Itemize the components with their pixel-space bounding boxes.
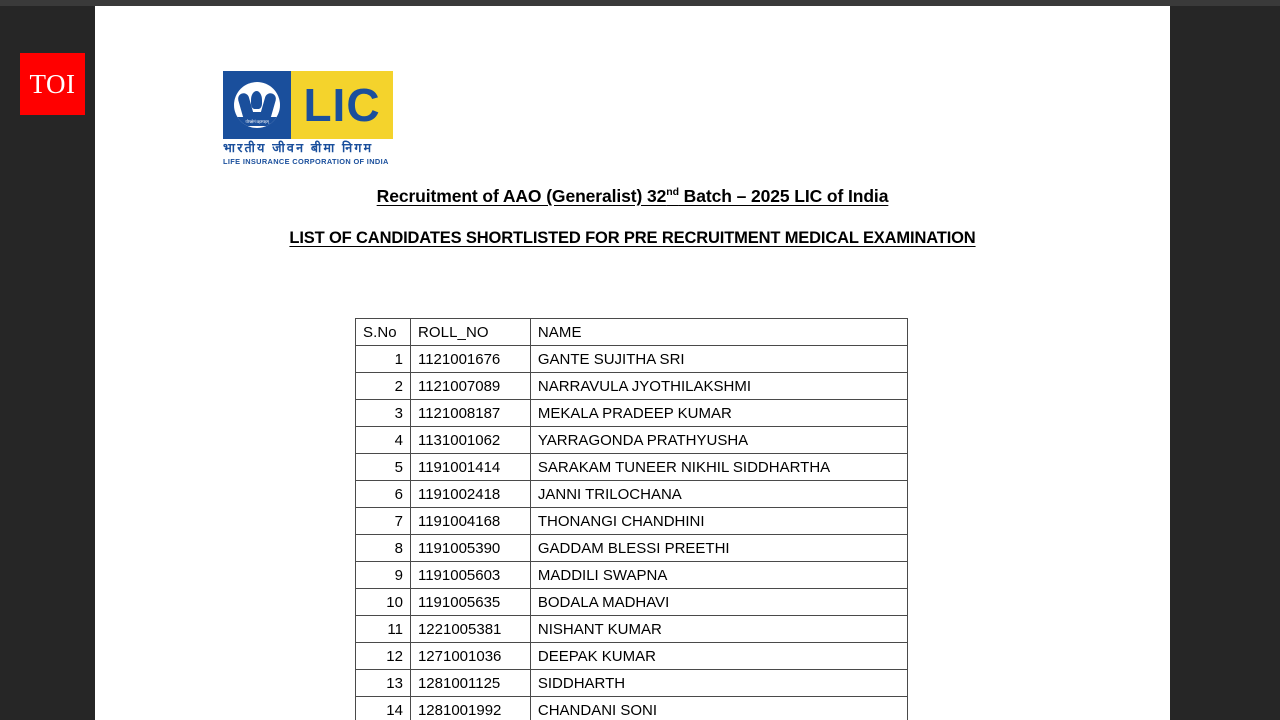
table-row xyxy=(356,373,908,400)
cell-roll-no: 1121001676 xyxy=(410,346,530,373)
cell-roll-no: 1191005635 xyxy=(410,589,530,616)
cell-name: SIDDHARTH xyxy=(530,670,907,697)
cell-sno: 1 xyxy=(356,346,411,373)
cell-sno: 4 xyxy=(356,427,411,454)
table-header-row xyxy=(356,319,908,346)
table-row xyxy=(356,427,908,454)
cell-sno: 7 xyxy=(356,508,411,535)
cell-roll-no: 1191002418 xyxy=(410,481,530,508)
column-header-sno: S.No xyxy=(356,319,411,346)
cell-name: MEKALA PRADEEP KUMAR xyxy=(530,400,907,427)
cell-name: JANNI TRILOCHANA xyxy=(530,481,907,508)
table-row xyxy=(356,643,908,670)
cell-roll-no: 1221005381 xyxy=(410,616,530,643)
table-row xyxy=(356,616,908,643)
document-title-part-1: Recruitment of AAO (Generalist) 32 xyxy=(376,186,667,206)
cell-sno: 12 xyxy=(356,643,411,670)
cell-sno: 9 xyxy=(356,562,411,589)
cell-name: MADDILI SWAPNA xyxy=(530,562,907,589)
cell-roll-no: 1271001036 xyxy=(410,643,530,670)
table-header xyxy=(356,319,908,346)
toi-logo-text: TOI xyxy=(29,68,76,99)
cell-roll-no: 1281001992 xyxy=(410,697,530,720)
table-row xyxy=(356,400,908,427)
cell-name: DEEPAK KUMAR xyxy=(530,643,907,670)
lic-wordmark-panel xyxy=(291,71,393,139)
cell-name: CHANDANI SONI xyxy=(530,697,907,720)
lic-hindi-name: भारतीय जीवन बीमा निगम xyxy=(223,141,374,155)
table-row xyxy=(356,346,908,373)
toi-watermark-logo xyxy=(20,53,85,115)
cell-roll-no: 1191005603 xyxy=(410,562,530,589)
cell-roll-no: 1191005390 xyxy=(410,535,530,562)
lic-logo xyxy=(223,71,393,166)
table-row xyxy=(356,481,908,508)
document-title-part-2: Batch – 2025 LIC of India xyxy=(678,186,889,206)
cell-roll-no: 1121008187 xyxy=(410,400,530,427)
table-row xyxy=(356,589,908,616)
shortlisted-candidates-table xyxy=(355,318,908,720)
cell-name: NARRAVULA JYOTHILAKSHMI xyxy=(530,373,907,400)
cell-sno: 11 xyxy=(356,616,411,643)
table-row xyxy=(356,562,908,589)
document-page xyxy=(95,6,1170,720)
table-row xyxy=(356,697,908,720)
table-row xyxy=(356,535,908,562)
cell-roll-no: 1191004168 xyxy=(410,508,530,535)
cell-name: SARAKAM TUNEER NIKHIL SIDDHARTHA xyxy=(530,454,907,481)
table-row xyxy=(356,508,908,535)
cell-sno: 5 xyxy=(356,454,411,481)
cell-sno: 13 xyxy=(356,670,411,697)
document-title-superscript: nd xyxy=(666,186,679,199)
document-title xyxy=(95,186,1170,207)
document-subtitle: LIST OF CANDIDATES SHORTLISTED FOR PRE RECRUITMENT MEDICAL EXAMINATION xyxy=(289,229,976,247)
cell-sno: 14 xyxy=(356,697,411,720)
cell-sno: 10 xyxy=(356,589,411,616)
lic-logo-mark xyxy=(223,71,393,139)
cell-sno: 2 xyxy=(356,373,411,400)
lic-emblem-motto: योगक्षेमं वहाम्यहम् xyxy=(234,117,280,126)
cell-sno: 8 xyxy=(356,535,411,562)
cell-name: GANTE SUJITHA SRI xyxy=(530,346,907,373)
cell-roll-no: 1281001125 xyxy=(410,670,530,697)
table-row xyxy=(356,670,908,697)
cell-name: BODALA MADHAVI xyxy=(530,589,907,616)
lic-hands-lamp-icon xyxy=(234,82,280,128)
table-row xyxy=(356,454,908,481)
cell-name: NISHANT KUMAR xyxy=(530,616,907,643)
lic-emblem-icon xyxy=(223,71,291,139)
lic-wordmark-text: LIC xyxy=(303,79,381,131)
cell-name: THONANGI CHANDHINI xyxy=(530,508,907,535)
lic-english-name: LIFE INSURANCE CORPORATION OF INDIA xyxy=(223,156,389,166)
cell-sno: 3 xyxy=(356,400,411,427)
lic-lamp-icon xyxy=(251,91,262,109)
cell-sno: 6 xyxy=(356,481,411,508)
table-body xyxy=(356,346,908,720)
cell-name: YARRAGONDA PRATHYUSHA xyxy=(530,427,907,454)
column-header-roll-no: ROLL_NO xyxy=(410,319,530,346)
cell-roll-no: 1121007089 xyxy=(410,373,530,400)
cell-name: GADDAM BLESSI PREETHI xyxy=(530,535,907,562)
cell-roll-no: 1191001414 xyxy=(410,454,530,481)
cell-roll-no: 1131001062 xyxy=(410,427,530,454)
column-header-name: NAME xyxy=(530,319,907,346)
